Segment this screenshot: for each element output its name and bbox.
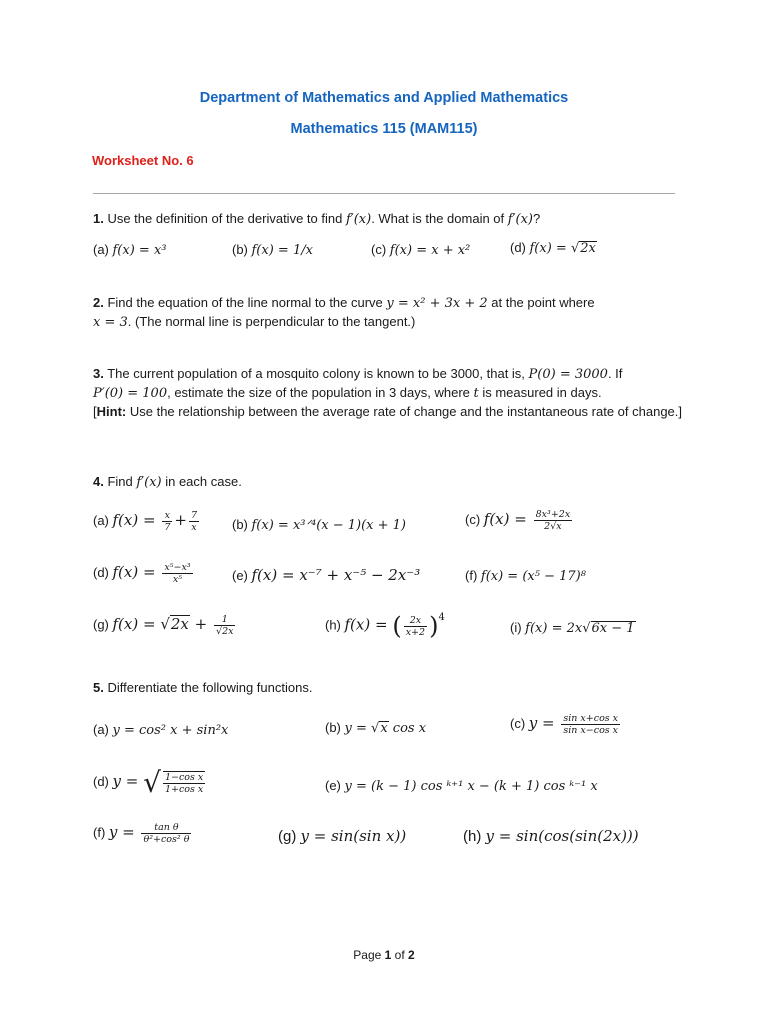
fraction (404, 615, 427, 638)
q5-part-c (510, 713, 622, 736)
math-expr: y = (528, 713, 560, 732)
fraction (561, 713, 620, 736)
math-expr: f(x) = (112, 562, 161, 581)
option-label: (c) (465, 511, 484, 527)
math-expr: y = (108, 822, 140, 841)
denominator: x (191, 522, 197, 533)
option-label: (b) (232, 242, 252, 257)
paren-close: ) (429, 612, 439, 640)
question-text: at the point where (487, 295, 595, 310)
math-expr: f(x) = 2x (525, 621, 583, 636)
sqrt-symbol: √ (570, 241, 580, 256)
denominator: √2x (216, 626, 234, 637)
option-label: (e) (232, 568, 252, 583)
math-expr: f′(x) (136, 475, 162, 490)
denominator: sin x−cos x (563, 725, 619, 736)
q4-part-g (93, 614, 237, 637)
fraction (163, 771, 205, 795)
fraction (534, 509, 573, 532)
q4-part-f (465, 568, 586, 584)
math-expr: y = sin(sin x)) (300, 827, 407, 845)
option-label: (a) (93, 512, 113, 528)
question-text: . What is the domain of (371, 211, 508, 226)
denominator: 1+cos x (164, 783, 204, 795)
math-expr: f(x) = (112, 614, 161, 633)
denominator: x⁵ (172, 574, 183, 585)
math-expr: f(x) = (483, 509, 532, 528)
math-expr: f′(x) (507, 212, 534, 227)
option-label: (d) (93, 773, 113, 789)
denominator: 2√x (544, 521, 562, 532)
question-text: ? (533, 211, 541, 226)
fraction (162, 562, 192, 585)
math-expr: f′(x) (345, 212, 372, 227)
sqrt-symbol: √ (371, 721, 380, 736)
question-5 (93, 679, 683, 697)
question-text: is measured in days. (478, 385, 602, 400)
option-label: (b) (325, 720, 345, 735)
operator: + (189, 614, 213, 633)
option-label: (g) (278, 828, 301, 845)
option-label: (f) (93, 824, 109, 840)
fraction (189, 510, 199, 533)
option-label: (d) (510, 240, 530, 255)
hint-label: Hint: (96, 404, 127, 419)
numerator: 7 (190, 510, 197, 521)
option-label: (a) (93, 722, 113, 737)
denominator: 7 (164, 522, 171, 533)
fraction (214, 614, 235, 637)
q4-part-c (465, 509, 574, 532)
total-pages: 2 (408, 948, 415, 962)
q5-part-d (93, 766, 207, 799)
option-label: (g) (93, 616, 113, 632)
numerator: 1 (214, 614, 235, 626)
option-label: (h) (463, 828, 486, 845)
question-number: 5. (93, 680, 104, 695)
math-expr: f(x) = (344, 615, 393, 634)
option-label: (a) (93, 242, 113, 257)
question-text: . (The normal line is perpendicular to the tangent.) (127, 314, 416, 329)
sqrt-symbol: √ (582, 621, 591, 636)
q4-part-i (510, 620, 636, 637)
sqrt-symbol: √ (143, 766, 161, 799)
q4-part-b (232, 517, 406, 533)
header-divider (93, 193, 675, 194)
numerator: x (162, 510, 172, 522)
numerator: x⁵−x³ (164, 562, 191, 573)
q5-part-a (93, 722, 228, 738)
option-label: (c) (371, 242, 390, 257)
footer-text: Page (353, 948, 385, 962)
q4-part-e (232, 566, 420, 584)
question-number: 2. (93, 295, 104, 310)
q5-part-g (278, 827, 406, 845)
question-number: 3. (93, 366, 104, 381)
department-title: Department of Mathematics and Applied Mathematics (199, 90, 569, 106)
denominator: θ²+cos² θ (143, 834, 190, 845)
hint-bracket: [ (93, 404, 97, 419)
radicand: 2x (170, 614, 189, 633)
hint-text: Use the relationship between the average rate of change and the instantaneous rate of change.] (126, 404, 683, 419)
math-expr: f(x) = x³ᐟ⁴(x − 1)(x + 1) (251, 518, 407, 533)
math-expr: f(x) = (112, 510, 161, 529)
question-2 (93, 294, 683, 332)
question-text: . If (607, 366, 623, 381)
option-label: (b) (232, 517, 252, 532)
question-text: Find the equation of the line normal to the curve (103, 295, 387, 310)
math-expr: x = 3 (93, 315, 128, 330)
exponent: 4 (438, 612, 445, 623)
question-number: 1. (93, 211, 104, 226)
math-expr: P(0) = 3000 (528, 367, 608, 382)
math-expr: f(x) = x³ (112, 243, 167, 258)
option-label: (i) (510, 620, 526, 635)
option-label: (c) (510, 715, 529, 731)
math-expr: y = (344, 721, 372, 736)
fraction (162, 510, 172, 533)
question-3 (93, 365, 693, 421)
math-expr: f(x) = (529, 241, 571, 256)
option-label: (f) (465, 568, 481, 583)
math-expr: y = cos² x + sin²x (112, 723, 229, 738)
numerator: tan θ (141, 822, 191, 834)
math-expr: t (473, 386, 479, 401)
math-expr: P′(0) = 100 (93, 386, 168, 401)
q4-part-d (93, 562, 195, 585)
q1-option-b (232, 242, 313, 258)
math-expr: y = x² + 3x + 2 (386, 296, 488, 311)
question-1 (93, 210, 683, 229)
question-text: Differentiate the following functions. (103, 680, 313, 695)
radicand: 2x (580, 241, 596, 256)
radicand: 6x − 1 (591, 621, 635, 636)
course-title: Mathematics 115 (MAM115) (290, 121, 478, 137)
question-number: 4. (93, 474, 104, 489)
question-text: in each case. (161, 474, 242, 489)
math-expr: cos x (388, 721, 427, 736)
question-text: Find (103, 474, 137, 489)
numerator: 2x (404, 615, 427, 627)
radicand: x (380, 721, 388, 736)
math-expr: y = (112, 771, 144, 790)
math-expr: f(x) = x + x² (389, 243, 471, 258)
denominator: x+2 (405, 626, 426, 638)
operator: + (174, 510, 187, 529)
math-expr: y = sin(cos(sin(2x))) (485, 827, 639, 845)
math-expr: f(x) = 1/x (251, 243, 313, 258)
q1-option-c (371, 242, 470, 258)
question-4 (93, 473, 683, 492)
q1-option-a (93, 242, 167, 258)
sqrt-symbol: √ (160, 614, 170, 633)
worksheet-number: Worksheet No. 6 (92, 153, 194, 168)
math-expr: y = (k − 1) cos ᵏ⁺¹ x − (k + 1) cos ᵏ⁻¹ x (344, 779, 598, 794)
page-footer (0, 948, 768, 962)
question-text: The current population of a mosquito colony is known to be 3000, that is, (103, 366, 529, 381)
numerator: 8x³+2x (535, 509, 571, 520)
numerator: 1−cos x (164, 771, 204, 783)
current-page: 1 (384, 948, 392, 962)
option-label: (e) (325, 778, 345, 793)
q1-option-d (510, 240, 597, 257)
footer-text: of (391, 948, 409, 962)
q4-part-h (325, 612, 445, 640)
math-expr: f(x) = (x⁵ − 17)⁸ (480, 569, 586, 584)
option-label: (d) (93, 564, 113, 580)
q5-part-b (325, 720, 426, 737)
q5-part-h (463, 827, 639, 845)
question-text: Use the definition of the derivative to find (103, 211, 346, 226)
option-label: (h) (325, 617, 345, 633)
math-expr: f(x) = x⁻⁷ + x⁻⁵ − 2x⁻³ (251, 566, 421, 584)
paren-open: ( (392, 612, 402, 640)
question-text: , estimate the size of the population in 3 days, where (167, 385, 474, 400)
q4-part-a (93, 510, 201, 533)
q5-part-e (325, 778, 598, 794)
q5-part-f (93, 822, 193, 845)
numerator: sin x+cos x (563, 713, 619, 724)
fraction (141, 822, 191, 845)
